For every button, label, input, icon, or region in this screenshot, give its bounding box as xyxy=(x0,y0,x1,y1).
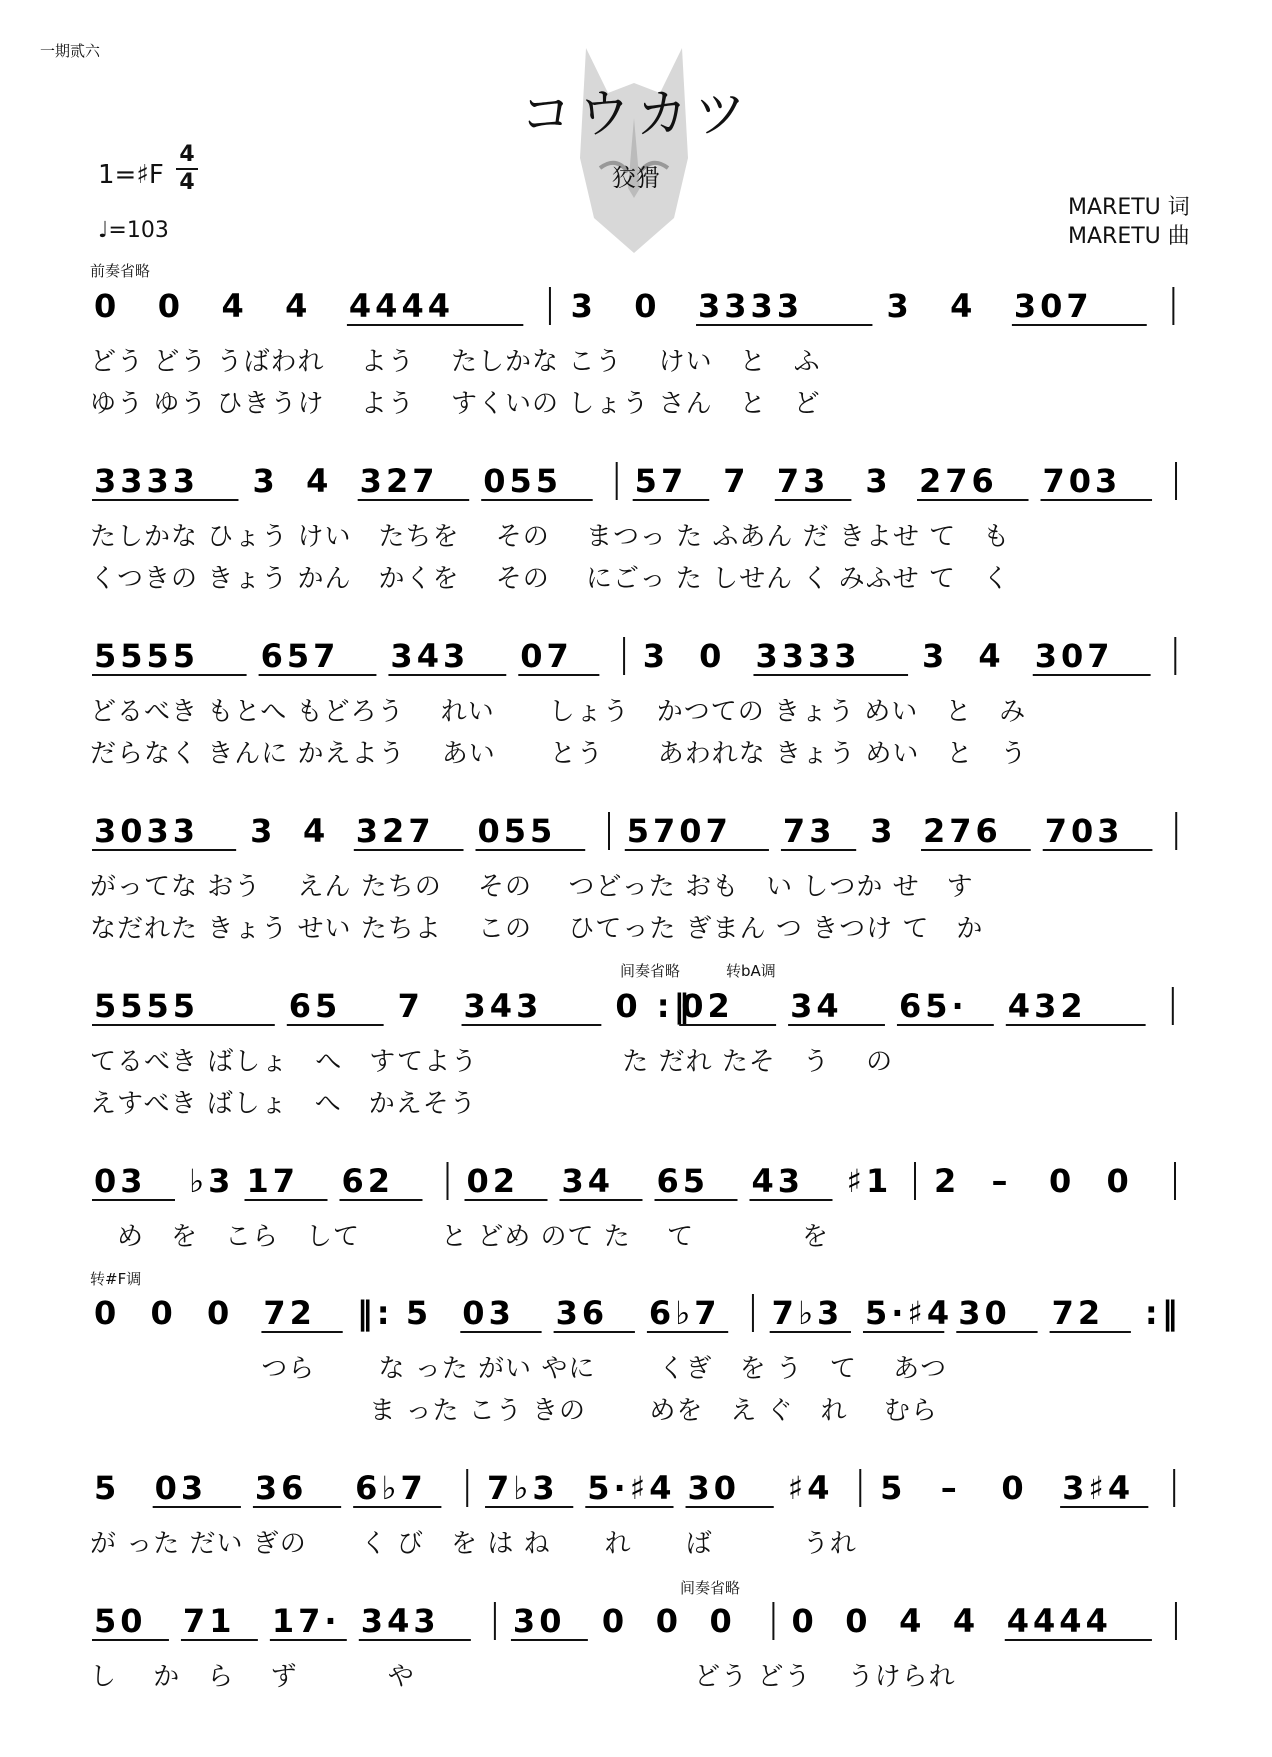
note-group: 07 xyxy=(520,637,573,675)
note-group: 0 xyxy=(791,1602,818,1640)
note-group: 6♭7 xyxy=(355,1469,427,1507)
notation-line xyxy=(90,810,1200,860)
note-group: 71 xyxy=(182,1602,236,1640)
note-group: 0 xyxy=(1049,1162,1076,1200)
note-group: 03 xyxy=(94,1162,147,1200)
lyric-line: どるべき もとへ もどろう れい しょう かつての きょう めい と み xyxy=(90,697,1027,727)
lyric-line: がってな おう えん たちの その つどった おも い しつか せ す xyxy=(90,872,974,902)
note-group: 327 xyxy=(359,462,439,500)
note-group: 5 xyxy=(880,1469,907,1507)
note-group: 4444 xyxy=(348,287,454,325)
note-group: ‖: xyxy=(356,1294,394,1332)
lyric-line: し か ら ず や どう どう うけられ xyxy=(90,1662,956,1692)
note-group: 4 xyxy=(978,637,1005,675)
note-group: – xyxy=(940,1469,961,1507)
note-group: 65· xyxy=(898,987,968,1025)
note-group: 0 xyxy=(1001,1469,1028,1507)
note-group: ♯1 xyxy=(846,1162,893,1200)
note-group: 57 xyxy=(634,462,688,500)
note-group: 72 xyxy=(263,1294,316,1332)
note-group: 5·♯4 xyxy=(864,1294,954,1332)
note-group: 703 xyxy=(1044,812,1124,850)
lyric-line: てるべき ばしょ へ すてよう た だれ たそ う の xyxy=(90,1047,894,1077)
notation-line xyxy=(90,1292,1200,1342)
note-group: 36 xyxy=(254,1469,308,1507)
note-group: 0 xyxy=(709,1602,736,1640)
lyric-line: だらなく きんに かえよう あい とう あわれな きょう めい と う xyxy=(90,739,1028,769)
note-group: 3 xyxy=(570,287,597,325)
interlude-omitted-mark-2: 间奏省略 xyxy=(680,1579,741,1597)
note-group: 3 xyxy=(642,637,670,675)
lyric-line: えすべき ばしょ へ かえそう xyxy=(90,1089,477,1119)
note-group: 4 xyxy=(952,1602,980,1640)
note-group: 0 xyxy=(699,637,726,675)
note-group: 0 xyxy=(601,1602,629,1640)
lyric-line: たしかな ひょう けい たちを その まつっ た ふあん だ きよせ て も xyxy=(90,522,1011,552)
note-group: 3033 xyxy=(94,812,200,850)
note-group: 43 xyxy=(751,1162,805,1200)
composer-credit: MARETU 曲 xyxy=(1068,224,1190,249)
lyric-line: つら な った がい やに くぎ を う て あつ xyxy=(90,1354,948,1384)
note-group: 307 xyxy=(1013,287,1093,325)
notation-line xyxy=(90,1160,1200,1210)
note-group: 72 xyxy=(1051,1294,1105,1332)
note-group: 343 xyxy=(360,1602,440,1640)
note-group: 7 xyxy=(723,462,750,500)
lyric-line: ゆう ゆう ひきうけ よう すくいの しょう さん と ど xyxy=(90,389,821,419)
note-group: 055 xyxy=(477,812,557,850)
notation-line xyxy=(90,985,1200,1035)
note-group: 4 xyxy=(306,462,333,500)
song-title: コウカツ xyxy=(519,85,752,145)
notation-line xyxy=(90,635,1200,685)
time-signature-top: 4 xyxy=(179,142,195,167)
note-group: 5 xyxy=(94,1469,121,1507)
note-group: 7♭3 xyxy=(771,1294,844,1332)
lyric-line: どう どう うばわれ よう たしかな こう けい と ふ xyxy=(90,347,821,377)
note-group: 0 xyxy=(94,1294,121,1332)
page-number-label: 一期贰六 xyxy=(40,42,101,60)
note-group: – xyxy=(991,1162,1012,1200)
note-group: 0 xyxy=(655,1602,682,1640)
note-group: 5707 xyxy=(626,812,732,850)
note-group: 703 xyxy=(1042,462,1122,500)
tempo-value: =103 xyxy=(108,218,169,243)
lyric-line: なだれた きょう せい たちよ この ひてった ぎまん つ きつけ て か xyxy=(90,914,984,944)
note-group: 0 xyxy=(634,287,661,325)
note-group: 7♭3 xyxy=(487,1469,559,1507)
note-group: 5555 xyxy=(94,987,200,1025)
note-group: 3333 xyxy=(94,462,200,500)
note-group: 34 xyxy=(561,1162,615,1200)
note-group: ♯4 xyxy=(787,1469,834,1507)
note-group: 65 xyxy=(288,987,342,1025)
time-signature xyxy=(176,143,198,195)
note-group: 7 xyxy=(397,987,424,1025)
note-group: 3333 xyxy=(698,287,804,325)
note-group: 65 xyxy=(656,1162,710,1200)
note-group: 4 xyxy=(221,287,248,325)
notation-line xyxy=(90,1467,1200,1517)
note-group: 50 xyxy=(94,1602,147,1640)
note-group: 17· xyxy=(271,1602,341,1640)
credits xyxy=(1068,193,1190,251)
key-signature: 1=♯F xyxy=(98,160,164,190)
note-group: 4 xyxy=(950,287,977,325)
note-group: 0 xyxy=(1106,1162,1133,1200)
note-group: 3333 xyxy=(755,637,861,675)
notation-line xyxy=(90,1600,1200,1650)
note-group: 4 xyxy=(285,287,312,325)
note-group: 343 xyxy=(390,637,470,675)
note-group: 02 xyxy=(681,987,734,1025)
note-group: 0 xyxy=(206,1294,234,1332)
note-group: 657 xyxy=(260,637,340,675)
note-group: 5·♯4 xyxy=(587,1469,676,1507)
note-group: 73 xyxy=(782,812,836,850)
modulation-mark-bA: 转bA调 xyxy=(726,962,776,980)
note-group: 0 xyxy=(94,287,121,325)
note-group: 03 xyxy=(154,1469,208,1507)
note-group: 0 xyxy=(150,1294,177,1332)
notation-line xyxy=(90,285,1200,335)
note-group: 30 xyxy=(687,1469,741,1507)
note-group: 2 xyxy=(934,1162,961,1200)
note-group: 307 xyxy=(1034,637,1114,675)
time-signature-bottom: 4 xyxy=(179,170,195,195)
lyric-line: ま った こう きの めを え ぐ れ むら xyxy=(90,1396,938,1426)
note-group: 6♭7 xyxy=(648,1294,721,1332)
note-group: 03 xyxy=(462,1294,515,1332)
note-group: 3 xyxy=(252,462,279,500)
lyricist-credit: MARETU 词 xyxy=(1068,195,1190,220)
note-group: 3 xyxy=(250,812,277,850)
notation-line xyxy=(90,460,1200,510)
note-group: 0 xyxy=(845,1602,872,1640)
note-group: 276 xyxy=(923,812,1002,850)
note-group: 30 xyxy=(512,1602,566,1640)
note-group: 4 xyxy=(302,812,330,850)
note-group: 3 xyxy=(865,462,892,500)
note-group: 055 xyxy=(483,462,562,500)
interlude-omitted-mark: 间奏省略 xyxy=(620,962,681,980)
tempo-marking xyxy=(98,218,169,243)
note-group: 02 xyxy=(466,1162,520,1200)
note-group: 17 xyxy=(246,1162,300,1200)
note-group: 30 xyxy=(958,1294,1011,1332)
note-group: 4 xyxy=(899,1602,926,1640)
note-group: 3 xyxy=(886,287,913,325)
quarter-note-icon: ♩ xyxy=(98,218,109,243)
note-group: 34 xyxy=(790,987,843,1025)
note-group: 432 xyxy=(1007,987,1087,1025)
intro-omitted-mark: 前奏省略 xyxy=(90,262,151,280)
note-group: 62 xyxy=(341,1162,395,1200)
note-group: 5 xyxy=(405,1294,433,1332)
note-group: :‖ xyxy=(1144,1294,1182,1332)
lyric-line: め を こら して と どめ のて た て を xyxy=(90,1222,830,1252)
song-subtitle: 狡猾 xyxy=(612,164,660,192)
note-group: 73 xyxy=(776,462,830,500)
note-group: 36 xyxy=(555,1294,609,1332)
note-group: 276 xyxy=(919,462,998,500)
modulation-mark-F: 转#F调 xyxy=(90,1270,142,1288)
note-group: ♭3 xyxy=(189,1162,235,1200)
note-group: 5555 xyxy=(94,637,200,675)
note-group: 343 xyxy=(463,987,543,1025)
lyric-line: が った だい ぎの く び を は ね れ ば うれ xyxy=(90,1529,857,1559)
note-group: 3♯4 xyxy=(1062,1469,1135,1507)
note-group: 3 xyxy=(870,812,897,850)
note-group: 3 xyxy=(922,637,949,675)
note-group: 4444 xyxy=(1006,1602,1112,1640)
note-group: 327 xyxy=(355,812,435,850)
note-group: 0 :‖ xyxy=(615,987,694,1025)
note-group: 0 xyxy=(157,287,184,325)
lyric-line: くつきの きょう かん かくを その にごっ た しせん く みふせ て く xyxy=(90,564,1010,594)
